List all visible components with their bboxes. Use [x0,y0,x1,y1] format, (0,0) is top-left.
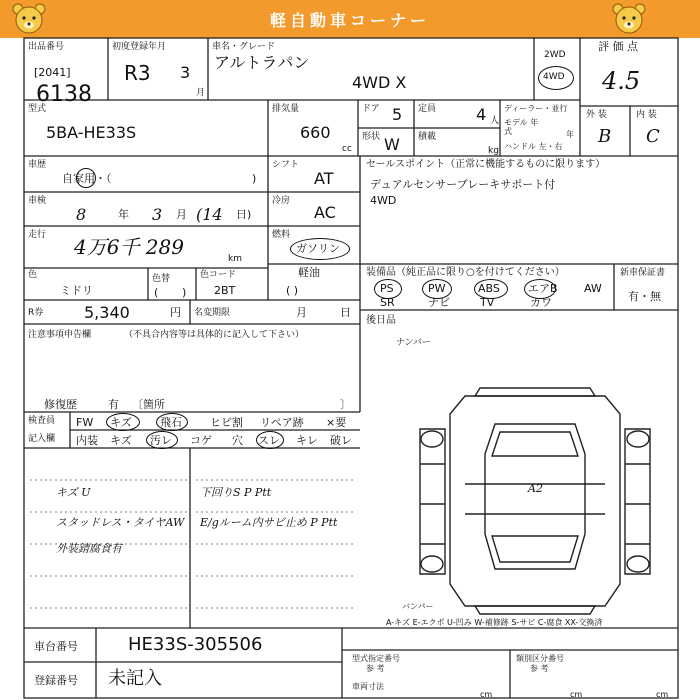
check-row1-head: FW [76,416,94,429]
drive-2wd-label: 2WD [544,50,566,60]
notes-label: 注意事項申告欄 [28,330,92,340]
history-value: 自家用・（ [62,172,112,185]
note-left: 外装錆腐食有 [56,542,122,555]
lot-label: 出品番号 [28,42,65,52]
check-row1-circle [156,413,188,431]
check-row2-item: 汚レ [150,434,172,447]
fuel-label: 燃料 [272,230,291,240]
check-row2-item: 破レ [330,434,352,447]
chassis-label: 車台番号 [34,640,78,653]
doors-value: 5 [392,105,403,124]
seats-value: 4 [476,105,487,124]
repair-close: 〕 [340,398,351,411]
color-value: ミドリ [60,284,93,297]
name-change-label: 名変期限 [194,308,231,318]
check-row2-item: スレ [258,434,280,447]
history-label: 車歴 [28,160,47,170]
sales-point-item: デュアルセンサーブレーキサポート付 [370,178,556,191]
rear-seat-value: ナンバー [396,338,431,348]
inspection-month-unit: 月 [176,208,187,221]
interior-label: 内 装 [636,110,657,120]
mileage-label: 走行 [28,230,47,240]
displacement-value: 660 [300,123,331,142]
equipment-label: 装備品（純正品に限り○を付けてください） [366,267,565,278]
displacement-unit: cc [342,144,352,154]
inspection-year-unit: 年 [118,208,129,221]
name-change-day: 日 [340,306,351,319]
diagram-sub-label: バンパー [402,602,434,611]
color-code-label: 色コード [200,270,237,280]
diagram-legend: A-キズ E-エクボ U-凹み W-補修跡 S-サビ C-腐食 XX-交換済 [386,618,603,627]
doors-label: ドア [362,104,380,114]
inspection-month: 3 [152,205,163,224]
fuel-value: ガソリン [296,242,340,255]
notes-sub: （不具合内容等は具体的に記入して下さい） [124,330,305,340]
aircon-label: 冷房 [272,196,291,206]
exterior-value: B [598,126,612,147]
equipment-circle [524,279,556,299]
seats-label: 定員 [418,104,437,114]
dims-unit: cm [480,690,493,699]
inspection-day-unit: 日) [236,208,252,221]
dealer-handle: ハンドル 左・右 [504,142,563,151]
warranty-value: 有・無 [628,290,661,303]
color-code-value: 2BT [214,284,236,297]
color-change-open: ( [154,286,159,299]
cert-ref: 参 考 [366,664,385,673]
check-row1-item: ヒビ割 [210,416,243,429]
inspection-year: 8 [76,205,87,224]
check-row1-item: ×要 [326,416,347,429]
history-close: ) [252,172,257,185]
repair-label: 修復歴 [44,398,77,411]
lot-number: 6138 [36,82,92,107]
check-label-2: 記入欄 [28,434,56,444]
check-row2-item: コゲ [190,434,212,447]
inspection-day: (14 [196,205,223,224]
mileage-value: 4万6千 289 [74,235,184,259]
first-reg-month-unit: 月 [196,88,206,98]
registration-value: 未記入 [108,668,162,689]
equipment-item: PS [380,282,394,295]
recycle-label: R券 [28,308,44,318]
dealer-year-unit: 年 [566,130,574,139]
sales-point-item: 4WD [370,194,397,207]
fuel-paren: ( ) [286,284,299,297]
score-value: 4.5 [602,67,641,95]
exterior-label: 外 装 [586,110,607,120]
shape-value: W [384,135,400,154]
recycle-value: 5,340 [84,303,130,322]
diagram-mark: A2 [528,482,543,495]
check-row1-item: キズ [110,416,132,429]
first-reg-era-year: R3 [124,61,151,85]
repair-place: 〔箇所 [132,398,165,411]
model-label: 型式 [28,104,47,114]
equipment-item: AW [584,282,602,295]
recycle-unit: 円 [170,306,181,319]
first-reg-label: 初度登録年月 [112,42,167,52]
name-change-month: 月 [296,306,307,319]
equipment-circle [374,279,402,299]
chassis-value: HE33S-305506 [128,634,263,655]
rear-seat-label: 後日品 [366,315,396,326]
car-label: 車名・グレード [212,42,276,52]
note-right: E/gルーム内サビ止め P Ptt [200,516,338,529]
check-row2-item: キレ [296,434,318,447]
car-diagram [410,384,660,618]
equipment-item: ナビ [428,296,450,309]
note-left: スタッドレス・タイヤAW [56,516,185,529]
registration-label: 登録番号 [34,674,78,687]
equipment-item: エアB [528,282,558,295]
load-unit: kg [488,146,499,156]
note-right: 下回りS P Ptt [200,486,272,499]
equipment-circle [422,279,452,299]
load-label: 積載 [418,132,437,142]
equipment-item: TV [480,296,495,309]
class-label: 類別区分番号 [516,654,564,663]
note-left: キズ U [56,486,91,499]
equipment-item: カワ [530,296,552,309]
car-grade: 4WD X [352,73,407,92]
car-name: アルトラパン [214,53,310,72]
shape-label: 形状 [362,132,381,142]
check-row1-circle [106,413,140,431]
sales-point-label: セールスポイント（正常に機能するものに限ります） [366,159,606,170]
displacement-label: 排気量 [272,104,300,114]
mileage-unit: km [228,254,242,264]
interior-value: C [646,126,660,147]
dims-unit: cm [656,690,669,699]
equipment-item: PW [428,282,446,295]
check-row1-item: リペア跡 [260,416,304,429]
equipment-item: ABS [478,282,500,295]
check-row2-item: キズ [110,434,132,447]
shift-label: シフト [272,160,300,170]
check-row2-item: 穴 [232,434,243,447]
dealer-model-year: モデル 年式 [504,118,539,136]
fuel-value-2: 軽油 [298,266,320,279]
lot-code: [2041] [34,66,71,79]
model-value: 5BA-HE33S [46,123,137,142]
check-row1-item: 飛石 [160,416,182,429]
drive-selected: 4WD [543,72,565,82]
class-ref: 参 考 [530,664,549,673]
color-change-close: ) [182,286,187,299]
dealer-label: ディーラー・並行 [504,104,568,113]
equipment-item: SR [380,296,395,309]
check-row2-circle [256,431,284,449]
check-row2-head: 内装 [76,434,98,447]
cert-label: 型式指定番号 [352,654,400,663]
check-label-1: 検査員 [28,416,56,426]
first-reg-month: 3 [180,63,191,82]
score-label: 評 価 点 [598,40,638,53]
repair-value: 有 [108,398,119,411]
warranty-label: 新車保証書 [620,268,666,278]
seats-unit: 人 [490,116,500,126]
shift-value: AT [314,169,334,188]
color-label: 色 [28,270,38,280]
color-change-label: 色替 [152,274,171,284]
aircon-value: AC [314,203,336,222]
equipment-circle [474,279,508,299]
dims-unit: cm [570,690,583,699]
check-row2-circle [146,431,178,449]
header-title: 軽自動車コーナー [269,11,430,30]
inspection-label: 車検 [28,196,47,206]
dims-label: 車両寸法 [352,682,384,691]
